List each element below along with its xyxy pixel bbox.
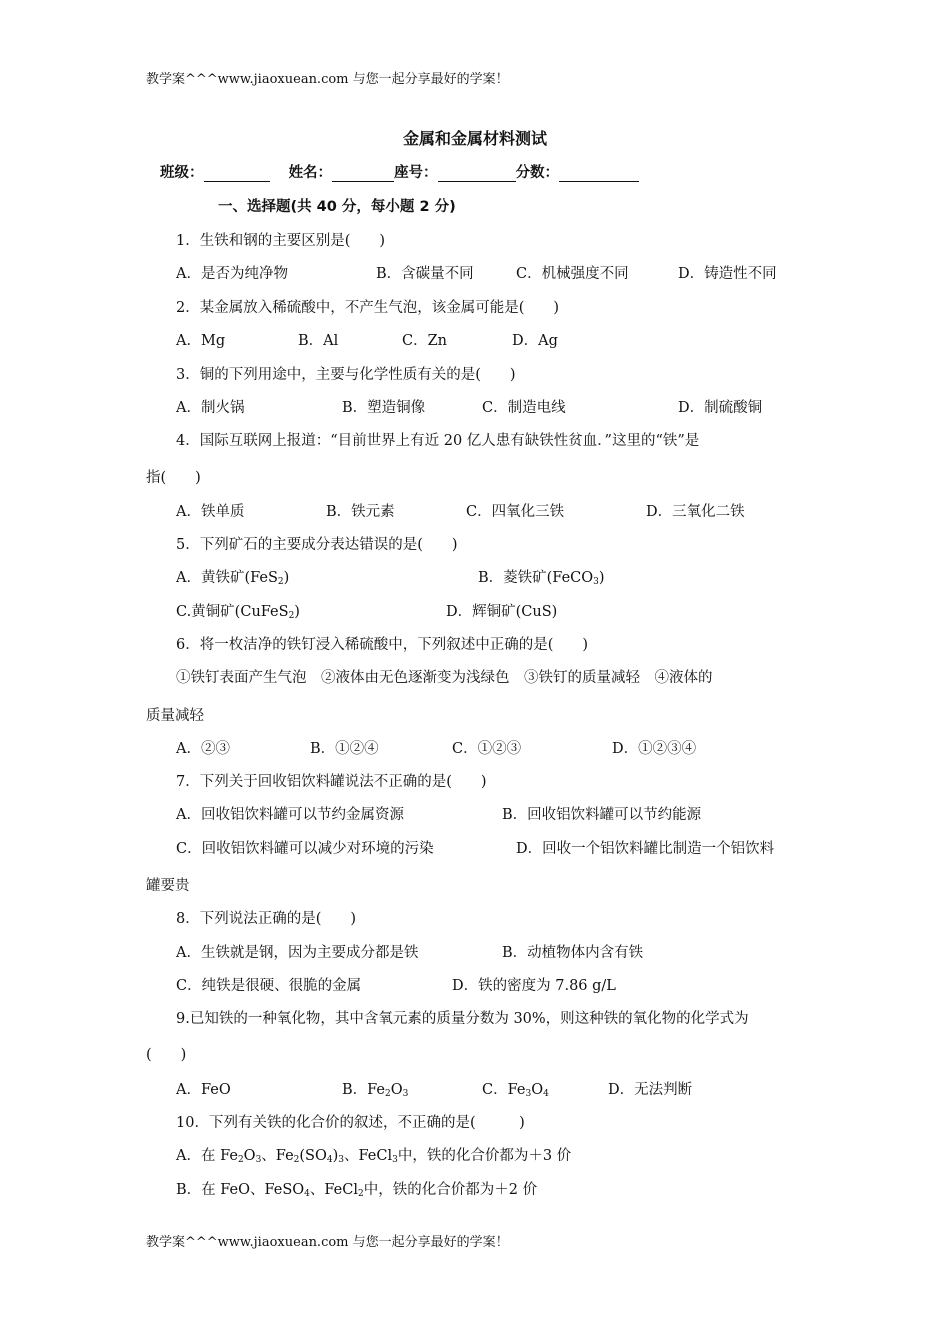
option-d: D．回收一个铝饮料罐比制造一个铝饮料: [516, 841, 775, 857]
question-6-statements: ①铁钉表面产生气泡 ②液体由无色逐渐变为浅绿色 ③铁钉的质量减轻 ④液体的: [176, 670, 713, 686]
question-1-stem: 1．生铁和钢的主要区别是( ): [176, 233, 386, 249]
option-b: B．含碳量不同: [376, 266, 474, 282]
student-info-line: [160, 161, 639, 182]
option-d: D．①②③④: [612, 741, 697, 757]
question-4-stem: 4．国际互联网上报道：“目前世界上有近 20 亿人患有缺铁性贫血．”这里的“铁”是: [176, 433, 700, 449]
option-b: B．动植物体内含有铁: [502, 945, 644, 961]
option-b: B．$Fe_2O_3$: [342, 1082, 409, 1099]
option-c: C.黄铜矿(CuFeS$_2$): [176, 604, 300, 621]
option-d: D．辉铜矿(CuS): [446, 604, 558, 620]
name-blank[interactable]: [332, 165, 394, 182]
name-label: 姓名：: [288, 165, 333, 181]
question-6-statements-cont: 质量减轻: [146, 708, 204, 724]
option-b: B．菱铁矿(FeCO$_3$): [478, 570, 605, 587]
class-blank[interactable]: [204, 165, 270, 182]
score-label: 分数：: [515, 165, 560, 181]
option-a: A．FeO: [176, 1082, 231, 1098]
option-d: D．铁的密度为 7.86 g/L: [452, 978, 616, 994]
question-4-stem-cont: 指( ): [146, 470, 201, 486]
section-heading: 一、选择题(共 40 分，每小题 2 分): [218, 199, 456, 215]
option-a: A．回收铝饮料罐可以节约金属资源: [176, 807, 404, 823]
option-d: D．三氧化二铁: [646, 504, 745, 520]
option-c: C．回收铝饮料罐可以减少对环境的污染: [176, 841, 434, 857]
option-b: B．Al: [298, 333, 339, 349]
question-8-stem: 8．下列说法正确的是( ): [176, 911, 357, 927]
page-footer: 教学案^^^www.jiaoxuean.com 与您一起分享最好的学案！: [146, 1235, 509, 1250]
option-c: C．制造电线: [482, 400, 566, 416]
option-a: A．②③: [176, 741, 230, 757]
option-d: D．无法判断: [608, 1082, 693, 1098]
option-a: A．黄铁矿(FeS$_2$): [176, 570, 290, 587]
option-d: D．铸造性不同: [678, 266, 777, 282]
question-7-stem: 7．下列关于回收铝饮料罐说法不正确的是( ): [176, 774, 487, 790]
option-c: C．四氧化三铁: [466, 504, 565, 520]
option-b: B．①②④: [310, 741, 379, 757]
seat-label: 座号：: [394, 165, 438, 181]
question-10-stem: 10．下列有关铁的化合价的叙述，不正确的是( ): [176, 1115, 525, 1131]
question-10-option-a: A．在 $Fe_2O_3$、$Fe_2(SO_4)_3$、FeCl$_3$中，铁的化合价都为＋3 价: [176, 1148, 572, 1165]
question-10-option-b: B．在 FeO、FeSO$_4$、FeCl$_2$中，铁的化合价都为＋2 价: [176, 1182, 538, 1199]
option-a: A．生铁就是钢，因为主要成分都是铁: [176, 945, 419, 961]
question-9-stem: 9.已知铁的一种氧化物，其中含氧元素的质量分数为 30%，则这种铁的氧化物的化学式为: [176, 1011, 749, 1027]
option-a: A．Mg: [176, 333, 226, 349]
question-6-stem: 6．将一枚洁净的铁钉浸入稀硫酸中，下列叙述中正确的是( ): [176, 637, 589, 653]
question-9-stem-cont: ( ): [146, 1047, 187, 1063]
question-2-stem: 2．某金属放入稀硫酸中，不产生气泡，该金属可能是( ): [176, 300, 560, 316]
option-d: D．Ag: [512, 333, 558, 349]
score-blank[interactable]: [559, 165, 639, 182]
option-c: C．①②③: [452, 741, 522, 757]
option-c: C．纯铁是很硬、很脆的金属: [176, 978, 362, 994]
question-7-option-d-cont: 罐要贵: [146, 878, 190, 894]
page-header: 教学案^^^www.jiaoxuean.com 与您一起分享最好的学案！: [146, 72, 509, 87]
page-title: 金属和金属材料测试: [402, 129, 547, 148]
option-a: A．铁单质: [176, 504, 245, 520]
class-label: 班级：: [160, 165, 204, 181]
option-c: C．$Fe_3O_4$: [482, 1082, 549, 1099]
option-d: D．制硫酸铜: [678, 400, 763, 416]
option-b: B．回收铝饮料罐可以节约能源: [502, 807, 702, 823]
seat-blank[interactable]: [438, 165, 516, 182]
question-3-stem: 3．铜的下列用途中，主要与化学性质有关的是( ): [176, 367, 516, 383]
option-a: A．是否为纯净物: [176, 266, 288, 282]
option-a: A．制火锅: [176, 400, 245, 416]
option-b: B．铁元素: [326, 504, 395, 520]
option-b: B．塑造铜像: [342, 400, 426, 416]
question-5-stem: 5．下列矿石的主要成分表达错误的是( ): [176, 537, 458, 553]
option-c: C．Zn: [402, 333, 448, 349]
option-c: C．机械强度不同: [516, 266, 629, 282]
